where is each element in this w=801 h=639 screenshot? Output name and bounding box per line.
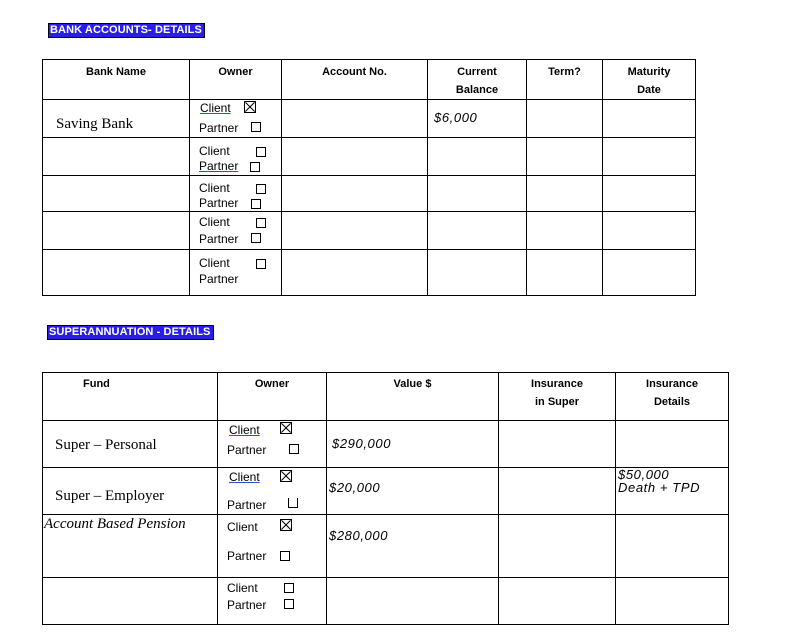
account-no-cell[interactable] [282,212,428,250]
account-no-cell[interactable] [282,100,428,138]
term-cell[interactable] [527,250,603,296]
maturity-date-header: Maturity Date [603,60,696,100]
maturity-cell[interactable] [603,100,696,138]
insurance-details-cell[interactable] [616,578,729,625]
owner-cell [218,515,327,578]
current-balance-header: Current Balance [428,60,527,100]
bank-header-row [43,60,696,100]
term-header: Term? [527,60,603,100]
table-row [43,578,729,625]
client-checkbox[interactable] [244,101,256,113]
balance-cell[interactable] [428,100,527,138]
bank-name-value: Saving Bank [56,116,134,132]
value-cell[interactable] [327,515,499,578]
insurance-details-cell[interactable] [616,468,729,515]
client-checkbox[interactable] [256,184,266,194]
partner-label: Partner [227,598,267,612]
insurance-super-header: Insurance in Super [499,373,616,421]
owner-cell [218,421,327,468]
client-label: Client [227,520,258,534]
owner-cell [190,212,282,250]
partner-checkbox[interactable] [251,199,261,209]
table-row [43,138,696,176]
client-label: Client [229,423,260,437]
partner-label: Partner [227,549,267,563]
term-cell[interactable] [527,138,603,176]
fund-cell[interactable] [43,578,218,625]
balance-cell[interactable] [428,212,527,250]
maturity-cell[interactable] [603,212,696,250]
table-row [43,212,696,250]
client-checkbox[interactable] [256,218,266,228]
partner-checkbox[interactable] [250,162,260,172]
value-cell[interactable] [327,578,499,625]
table-row [43,250,696,296]
bank-name-cell[interactable] [43,176,190,212]
super-section-title: SUPERANNUATION - DETAILS [47,325,214,340]
partner-checkbox[interactable] [251,122,261,132]
partner-checkbox[interactable] [289,444,299,454]
table-row [43,468,729,515]
table-row [43,421,729,468]
client-checkbox[interactable] [280,422,292,434]
bank-section-title: BANK ACCOUNTS- DETAILS [48,23,205,38]
account-no-cell[interactable] [282,250,428,296]
fund-header: Fund [43,373,218,421]
table-row [43,100,696,138]
partner-checkbox[interactable] [288,498,298,508]
insurance-type: Death + TPD [618,480,701,495]
owner-cell [190,176,282,212]
partner-label: Partner [227,443,267,457]
bank-name-header: Bank Name [43,60,190,100]
value-cell[interactable] [327,421,499,468]
fund-cell[interactable] [43,421,218,468]
partner-checkbox[interactable] [251,233,261,243]
partner-label: Partner [199,272,239,286]
account-no-cell[interactable] [282,138,428,176]
bank-accounts-table [42,59,696,296]
client-label: Client [199,215,230,229]
bank-name-cell[interactable] [43,138,190,176]
partner-checkbox[interactable] [280,551,290,561]
insurance-details-header: Insurance Details [616,373,729,421]
client-checkbox[interactable] [256,147,266,157]
maturity-cell[interactable] [603,176,696,212]
value-amount: $290,000 [332,436,392,451]
partner-label: Partner [199,232,239,246]
super-header-row [43,373,729,421]
fund-cell[interactable] [43,468,218,515]
account-no-cell[interactable] [282,176,428,212]
insurance-super-cell[interactable] [499,515,616,578]
client-label: Client [199,256,230,270]
owner-cell [190,100,282,138]
maturity-cell[interactable] [603,138,696,176]
value-header: Value $ [327,373,499,421]
owner-cell [190,250,282,296]
owner-cell [218,468,327,515]
term-cell[interactable] [527,176,603,212]
partner-label: Partner [199,196,239,210]
insurance-super-cell[interactable] [499,578,616,625]
partner-checkbox[interactable] [284,599,294,609]
fund-cell[interactable] [43,515,218,578]
fund-value: Account Based Pension [44,516,186,532]
insurance-details-cell[interactable] [616,515,729,578]
bank-name-cell[interactable] [43,100,190,138]
balance-value: $6,000 [434,110,478,125]
table-row [43,515,729,578]
partner-label: Partner [199,159,239,173]
term-cell[interactable] [527,212,603,250]
balance-cell[interactable] [428,250,527,296]
bank-name-cell[interactable] [43,212,190,250]
insurance-super-cell[interactable] [499,468,616,515]
balance-cell[interactable] [428,138,527,176]
term-cell[interactable] [527,100,603,138]
value-amount: $20,000 [329,480,381,495]
client-checkbox[interactable] [256,259,266,269]
owner-cell [190,138,282,176]
fund-value: Super – Employer [55,488,165,504]
account-no-header: Account No. [282,60,428,100]
client-label: Client [199,181,230,195]
client-checkbox[interactable] [280,470,292,482]
value-amount: $280,000 [329,528,389,543]
client-label: Client [227,581,258,595]
insurance-super-cell[interactable] [499,421,616,468]
insurance-amount: $50,000 [618,467,670,482]
table-row [43,176,696,212]
partner-label: Partner [199,121,239,135]
owner-header: Owner [218,373,327,421]
value-cell[interactable] [327,468,499,515]
client-checkbox[interactable] [280,519,292,531]
bank-name-cell[interactable] [43,250,190,296]
superannuation-table [42,372,729,625]
insurance-details-cell[interactable] [616,421,729,468]
maturity-cell[interactable] [603,250,696,296]
balance-cell[interactable] [428,176,527,212]
fund-value: Super – Personal [55,437,157,453]
client-label: Client [229,470,260,484]
client-checkbox[interactable] [284,583,294,593]
client-label: Client [199,144,230,158]
partner-label: Partner [227,498,267,512]
client-label: Client [200,101,231,115]
owner-cell [218,578,327,625]
owner-header: Owner [190,60,282,100]
